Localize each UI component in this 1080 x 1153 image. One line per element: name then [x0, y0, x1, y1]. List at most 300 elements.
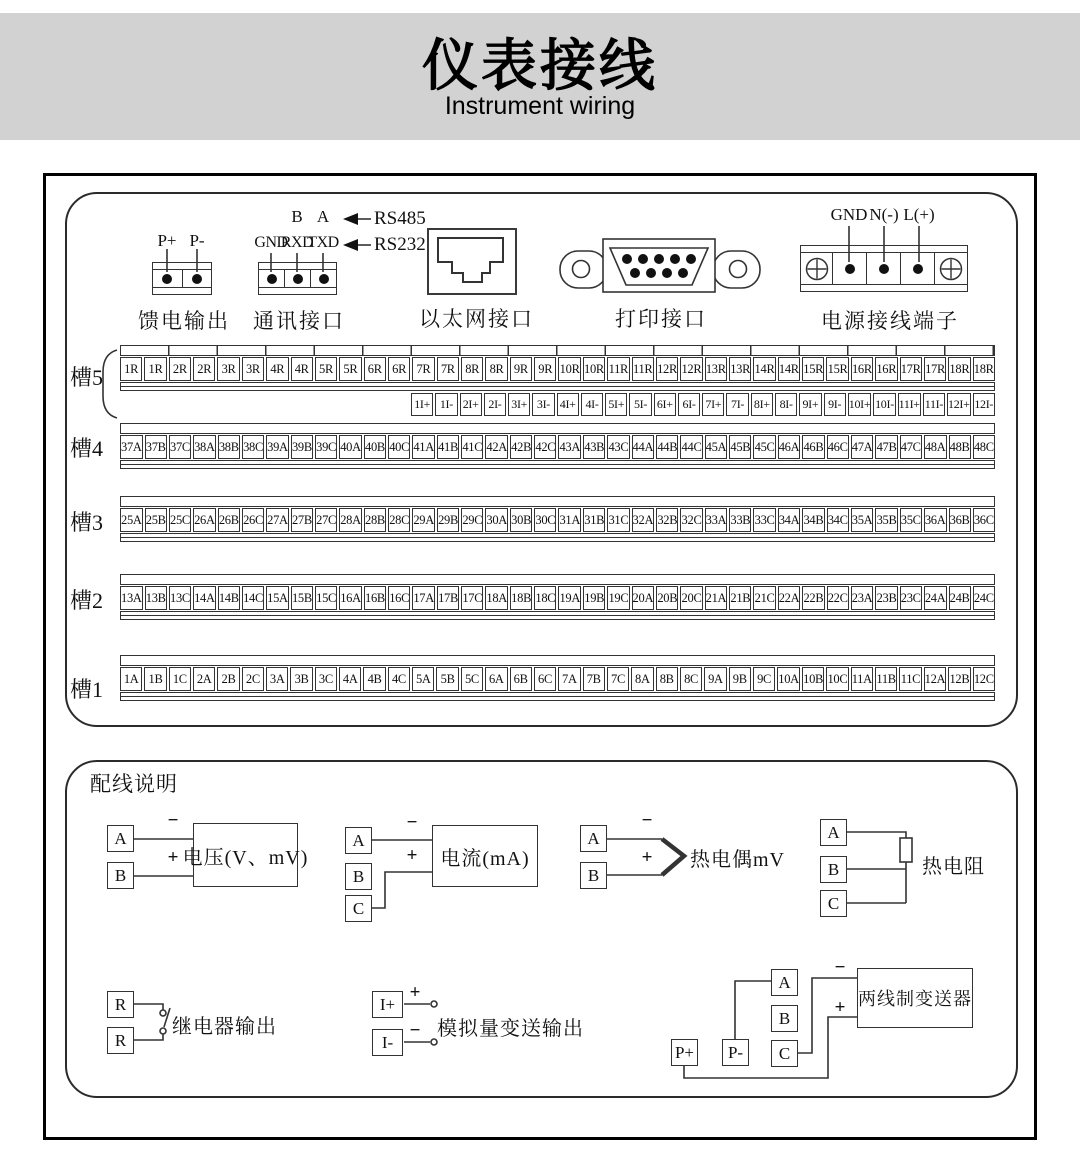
terminal-cell: 19B	[583, 586, 605, 610]
terminal-cell: 31A	[558, 508, 581, 532]
feed-terminal	[183, 270, 212, 287]
terminal-cell: 1I-	[435, 393, 457, 416]
terminal-cell: 16B	[364, 586, 386, 610]
terminal-cell: 14R	[753, 357, 775, 381]
terminal-cell: 23A	[851, 586, 874, 610]
power-terminal	[901, 253, 935, 284]
terminal-cell: 24A	[924, 586, 947, 610]
terminal-cell: 18R	[948, 357, 970, 381]
minus-sign: −	[406, 812, 418, 833]
terminal-cell: 8I-	[775, 393, 797, 416]
terminal-cell: 19A	[558, 586, 581, 610]
terminal-cell: 3R	[217, 357, 239, 381]
terminal-cell: 30A	[485, 508, 508, 532]
terminal-cell: 11I-	[923, 393, 945, 416]
terminal-cell: 10I+	[848, 393, 872, 416]
strip-bottom-band	[120, 692, 995, 701]
slot2-strip	[120, 574, 995, 620]
terminal-cell: 2A	[193, 667, 215, 691]
terminal-cell: 1A	[120, 667, 142, 691]
terminal-cell: 10R	[583, 357, 605, 381]
terminal-box-i-plus: I+	[372, 991, 403, 1018]
terminal-cell: 35C	[900, 508, 922, 532]
slot1-label: 槽1	[70, 677, 104, 702]
terminal-cell: 9R	[534, 357, 556, 381]
minus-sign: −	[409, 1020, 421, 1041]
terminal-cell: 26B	[218, 508, 240, 532]
terminal-cell: 34B	[802, 508, 824, 532]
terminal-cell: 36C	[973, 508, 995, 532]
wiring-notes-title: 配线说明	[90, 772, 178, 796]
slot4-label: 槽4	[70, 436, 104, 461]
comm-pin-gnd: GND	[254, 234, 288, 251]
terminal-cell: 43B	[583, 435, 605, 459]
terminal-cell: 2I-	[484, 393, 506, 416]
relay-output-label: 继电器输出	[172, 1016, 277, 1038]
terminal-cell: 20B	[656, 586, 678, 610]
comm-pin-b: B	[291, 207, 303, 226]
slot3-label: 槽3	[70, 510, 104, 535]
terminal-cell: 10R	[558, 357, 580, 381]
feed-pin-p-plus: P+	[157, 231, 177, 250]
terminal-cell: 6R	[364, 357, 386, 381]
terminal-cell: 5C	[461, 667, 483, 691]
terminal-cell: 32B	[656, 508, 678, 532]
terminal-cell: 13R	[729, 357, 751, 381]
terminal-cell: 45C	[753, 435, 775, 459]
terminal-cell: 8R	[485, 357, 507, 381]
rs485-label: RS485	[374, 208, 426, 229]
terminal-cell: 39B	[291, 435, 313, 459]
terminal-cell: 3I+	[508, 393, 530, 416]
terminal-cell: 33A	[705, 508, 728, 532]
terminal-cell: 40A	[339, 435, 362, 459]
terminal-cell: 22A	[778, 586, 801, 610]
slot5-current-row	[411, 393, 995, 416]
terminal-box-c: C	[345, 895, 372, 922]
analog-output-label: 模拟量变送输出	[437, 1018, 584, 1040]
strip-bottom-band	[120, 460, 995, 469]
terminal-cell: 11R	[607, 357, 629, 381]
terminal-cell: 4I-	[581, 393, 603, 416]
terminal-cell: 45A	[705, 435, 728, 459]
terminal-cell: 8R	[461, 357, 483, 381]
printer-label: 打印接口	[615, 307, 707, 331]
terminal-box-a: A	[107, 825, 134, 852]
terminal-cell: 17A	[412, 586, 435, 610]
terminal-cell: 41B	[437, 435, 459, 459]
terminal-cell: 29B	[437, 508, 459, 532]
terminal-cell: 2B	[217, 667, 239, 691]
slot5-strip	[120, 345, 995, 391]
terminal-cell: 1B	[144, 667, 166, 691]
terminal-cell: 2C	[242, 667, 264, 691]
terminal-cell: 8A	[631, 667, 653, 691]
terminal-dot	[192, 274, 202, 284]
terminal-box-b: B	[580, 862, 607, 889]
minus-sign: −	[641, 810, 653, 831]
terminal-cell: 11C	[899, 667, 921, 691]
plus-sign: +	[406, 845, 418, 866]
terminal-cell: 24B	[949, 586, 971, 610]
terminal-cell: 7I+	[702, 393, 724, 416]
power-terminal-block	[800, 245, 968, 292]
rs232-label: RS232	[374, 234, 426, 255]
terminal-cell: 17R	[924, 357, 946, 381]
slot4-terminal-row	[120, 435, 995, 459]
terminal-cell: 31B	[583, 508, 605, 532]
power-pin-n: N(-)	[869, 205, 899, 224]
terminal-cell: 31C	[607, 508, 629, 532]
terminal-cell: 48A	[924, 435, 947, 459]
ethernet-port	[427, 228, 517, 295]
terminal-cell: 33C	[753, 508, 775, 532]
terminal-cell: 34A	[778, 508, 801, 532]
terminal-cell: 45B	[729, 435, 751, 459]
terminal-cell: 42B	[510, 435, 532, 459]
terminal-cell: 4R	[291, 357, 313, 381]
terminal-box-c: C	[820, 890, 847, 917]
screw-icon	[804, 256, 830, 282]
terminal-box-a: A	[771, 969, 798, 996]
terminal-cell: 29A	[412, 508, 435, 532]
feed-pin-p-minus: P-	[189, 231, 205, 250]
terminal-box-a: A	[345, 827, 372, 854]
terminal-cell: 12C	[973, 667, 995, 691]
terminal-cell: 46C	[827, 435, 849, 459]
terminal-cell: 25B	[145, 508, 167, 532]
terminal-cell: 48C	[973, 435, 995, 459]
terminal-cell: 24C	[973, 586, 995, 610]
power-pin-l: L(+)	[903, 205, 935, 224]
terminal-cell: 10C	[826, 667, 848, 691]
terminal-box-b: B	[107, 862, 134, 889]
terminal-cell: 20C	[680, 586, 702, 610]
terminal-cell: 5I+	[605, 393, 627, 416]
strip-top-band	[120, 423, 995, 434]
terminal-cell: 22C	[827, 586, 849, 610]
current-device-box: 电流(mA)	[432, 825, 538, 887]
terminal-cell: 5R	[339, 357, 361, 381]
comm-port-label: 通讯接口	[253, 309, 345, 333]
power-pin-gnd: GND	[830, 205, 868, 224]
terminal-cell: 17B	[437, 586, 459, 610]
screw-terminal	[801, 253, 833, 284]
terminal-cell: 18A	[485, 586, 508, 610]
terminal-cell: 48B	[949, 435, 971, 459]
slot1-terminal-row	[120, 667, 995, 691]
strip-bottom-band	[120, 533, 995, 542]
terminal-cell: 28C	[388, 508, 410, 532]
terminal-cell: 38C	[242, 435, 264, 459]
terminal-cell: 6A	[485, 667, 507, 691]
feed-terminal	[153, 270, 183, 287]
thermocouple-label: 热电偶mV	[690, 849, 785, 871]
terminal-cell: 42A	[485, 435, 508, 459]
terminal-cell: 26C	[242, 508, 264, 532]
comm-terminal	[285, 270, 311, 287]
page-title: 仪表接线	[422, 34, 658, 97]
terminal-cell: 21B	[729, 586, 751, 610]
terminal-cell: 11A	[851, 667, 873, 691]
terminal-cell: 44C	[680, 435, 702, 459]
comm-pin-a: A	[316, 207, 330, 226]
terminal-cell: 14B	[218, 586, 240, 610]
plus-sign: +	[641, 847, 653, 868]
terminal-cell: 20A	[632, 586, 655, 610]
terminal-cell: 14A	[193, 586, 216, 610]
terminal-cell: 9I+	[799, 393, 821, 416]
terminal-cell: 35B	[875, 508, 897, 532]
terminal-cell: 34C	[827, 508, 849, 532]
comm-pin-rxd: RXD	[280, 234, 314, 251]
terminal-dot	[913, 264, 923, 274]
terminal-cell: 4B	[363, 667, 385, 691]
terminal-cell: 15R	[826, 357, 848, 381]
terminal-cell: 11B	[875, 667, 897, 691]
power-terminal-label: 电源接线端子	[821, 309, 959, 333]
terminal-cell: 16R	[851, 357, 873, 381]
feed-output-block	[152, 262, 212, 295]
slot2-terminal-row	[120, 586, 995, 610]
terminal-cell: 40C	[388, 435, 410, 459]
terminal-box-b: B	[345, 863, 372, 890]
comm-terminal	[311, 270, 336, 287]
minus-sign: −	[834, 957, 846, 978]
terminal-cell: 8I+	[751, 393, 773, 416]
ethernet-label: 以太网接口	[419, 307, 534, 331]
voltage-device-box: 电压(V、mV)	[193, 823, 298, 887]
terminal-cell: 12I+	[947, 393, 971, 416]
terminal-cell: 18C	[534, 586, 556, 610]
terminal-cell: 46B	[802, 435, 824, 459]
strip-top-band	[120, 655, 995, 666]
terminal-cell: 37C	[169, 435, 191, 459]
terminal-cell: 30C	[534, 508, 556, 532]
terminal-cell: 16A	[339, 586, 362, 610]
terminal-cell: 9I-	[824, 393, 846, 416]
terminal-cell: 12A	[924, 667, 947, 691]
terminal-box-p-plus: P+	[671, 1039, 698, 1066]
terminal-cell: 19C	[607, 586, 629, 610]
terminal-cell: 11I+	[898, 393, 921, 416]
slot5-terminal-row	[120, 357, 995, 381]
transmitter-device-box: 两线制变送器	[857, 968, 973, 1028]
terminal-cell: 43C	[607, 435, 629, 459]
terminal-cell: 9C	[753, 667, 775, 691]
terminal-cell: 7R	[437, 357, 459, 381]
terminal-cell: 18R	[973, 357, 995, 381]
slot1-strip	[120, 655, 995, 701]
terminal-cell: 2I+	[460, 393, 482, 416]
terminal-cell: 6B	[510, 667, 532, 691]
page-subtitle: Instrument wiring	[444, 91, 636, 120]
terminal-cell: 37A	[120, 435, 143, 459]
terminal-cell: 47B	[875, 435, 897, 459]
terminal-dot	[267, 274, 277, 284]
slot3-terminal-row	[120, 508, 995, 532]
terminal-cell: 2R	[193, 357, 215, 381]
terminal-cell: 13B	[145, 586, 167, 610]
terminal-dot	[162, 274, 172, 284]
terminal-box-i-minus: I-	[372, 1029, 403, 1056]
screw-icon	[938, 256, 964, 282]
terminal-cell: 13C	[169, 586, 191, 610]
comm-terminal	[259, 270, 285, 287]
terminal-cell: 5R	[315, 357, 337, 381]
terminal-cell: 1I+	[411, 393, 433, 416]
terminal-cell: 3C	[315, 667, 337, 691]
terminal-cell: 6R	[388, 357, 410, 381]
terminal-cell: 35A	[851, 508, 874, 532]
terminal-cell: 15C	[315, 586, 337, 610]
terminal-cell: 32A	[632, 508, 655, 532]
terminal-cell: 16R	[875, 357, 897, 381]
terminal-cell: 12B	[948, 667, 970, 691]
terminal-cell: 10B	[802, 667, 824, 691]
slot5-label: 槽5	[70, 365, 104, 390]
terminal-cell: 38A	[193, 435, 216, 459]
terminal-cell: 5I-	[629, 393, 651, 416]
header-banner	[0, 13, 1080, 140]
terminal-cell: 30B	[510, 508, 532, 532]
terminal-cell: 47C	[900, 435, 922, 459]
terminal-cell: 41C	[461, 435, 483, 459]
terminal-cell: 3I-	[532, 393, 554, 416]
terminal-cell: 15A	[266, 586, 289, 610]
terminal-cell: 5A	[412, 667, 434, 691]
terminal-cell: 9R	[510, 357, 532, 381]
terminal-cell: 42C	[534, 435, 556, 459]
terminal-cell: 47A	[851, 435, 874, 459]
terminal-cell: 6I-	[678, 393, 700, 416]
terminal-cell: 16C	[388, 586, 410, 610]
terminal-cell: 23C	[900, 586, 922, 610]
strip-top-band	[120, 574, 995, 585]
terminal-cell: 11R	[632, 357, 654, 381]
terminal-dot	[845, 264, 855, 274]
terminal-cell: 44B	[656, 435, 678, 459]
terminal-cell: 6I+	[654, 393, 676, 416]
terminal-cell: 43A	[558, 435, 581, 459]
terminal-cell: 3A	[266, 667, 288, 691]
terminal-cell: 21C	[753, 586, 775, 610]
plus-sign: +	[409, 982, 421, 1003]
terminal-cell: 26A	[193, 508, 216, 532]
terminal-cell: 7B	[583, 667, 605, 691]
terminal-cell: 41A	[412, 435, 435, 459]
terminal-cell: 7R	[412, 357, 434, 381]
slot3-strip	[120, 496, 995, 542]
terminal-cell: 14C	[242, 586, 264, 610]
feed-output-label: 馈电输出	[138, 309, 230, 333]
terminal-cell: 37B	[145, 435, 167, 459]
terminal-cell: 1R	[144, 357, 166, 381]
terminal-cell: 38B	[218, 435, 240, 459]
slot4-strip	[120, 423, 995, 469]
plus-sign: +	[834, 997, 846, 1018]
terminal-cell: 17R	[900, 357, 922, 381]
terminal-cell: 27C	[315, 508, 337, 532]
terminal-cell: 39A	[266, 435, 289, 459]
terminal-cell: 10A	[777, 667, 800, 691]
wiring-notes-panel	[65, 760, 1018, 1098]
terminal-cell: 39C	[315, 435, 337, 459]
terminal-cell: 15R	[802, 357, 824, 381]
terminal-cell: 46A	[778, 435, 801, 459]
terminal-cell: 4C	[388, 667, 410, 691]
terminal-cell: 29C	[461, 508, 483, 532]
strip-top-band	[120, 496, 995, 507]
terminal-cell: 12I-	[973, 393, 995, 416]
terminal-cell: 4R	[266, 357, 288, 381]
terminal-box-r: R	[107, 991, 134, 1018]
terminal-cell: 4I+	[557, 393, 579, 416]
terminal-cell: 3R	[242, 357, 264, 381]
rtd-label: 热电阻	[922, 856, 985, 878]
power-terminal	[833, 253, 867, 284]
terminal-cell: 21A	[705, 586, 728, 610]
terminal-dot	[293, 274, 303, 284]
terminal-cell: 8B	[656, 667, 678, 691]
terminal-cell: 13A	[120, 586, 143, 610]
terminal-cell: 44A	[632, 435, 655, 459]
terminal-cell: 15B	[291, 586, 313, 610]
terminal-cell: 28B	[364, 508, 386, 532]
terminal-box-b: B	[771, 1005, 798, 1032]
terminal-cell: 13R	[705, 357, 727, 381]
terminal-cell: 1C	[169, 667, 191, 691]
strip-top-band	[120, 345, 995, 356]
power-terminal	[867, 253, 901, 284]
terminal-cell: 9B	[729, 667, 751, 691]
terminal-cell: 2R	[169, 357, 191, 381]
terminal-cell: 10I-	[873, 393, 895, 416]
terminal-cell: 1R	[120, 357, 142, 381]
terminal-cell: 28A	[339, 508, 362, 532]
comm-port-block	[258, 262, 337, 295]
minus-sign: −	[167, 810, 179, 831]
terminal-cell: 22B	[802, 586, 824, 610]
terminal-cell: 25C	[169, 508, 191, 532]
terminal-box-a: A	[820, 819, 847, 846]
terminal-box-r: R	[107, 1027, 134, 1054]
terminal-cell: 36B	[949, 508, 971, 532]
slot2-label: 槽2	[70, 588, 104, 613]
terminal-cell: 40B	[364, 435, 386, 459]
terminal-cell: 6C	[534, 667, 556, 691]
terminal-cell: 7I-	[726, 393, 748, 416]
terminal-cell: 12R	[656, 357, 678, 381]
terminal-cell: 17C	[461, 586, 483, 610]
terminal-cell: 36A	[924, 508, 947, 532]
terminal-box-c: C	[771, 1040, 798, 1067]
terminal-cell: 3B	[290, 667, 312, 691]
strip-bottom-band	[120, 382, 995, 391]
terminal-dot	[319, 274, 329, 284]
terminal-box-b: B	[820, 856, 847, 883]
terminal-box-p-minus: P-	[722, 1039, 749, 1066]
terminal-cell: 18B	[510, 586, 532, 610]
terminal-cell: 33B	[729, 508, 751, 532]
terminal-cell: 9A	[704, 667, 726, 691]
terminal-cell: 25A	[120, 508, 143, 532]
terminal-cell: 5B	[436, 667, 458, 691]
terminal-cell: 4A	[339, 667, 361, 691]
terminal-cell: 12R	[680, 357, 702, 381]
terminal-box-a: A	[580, 825, 607, 852]
strip-bottom-band	[120, 611, 995, 620]
